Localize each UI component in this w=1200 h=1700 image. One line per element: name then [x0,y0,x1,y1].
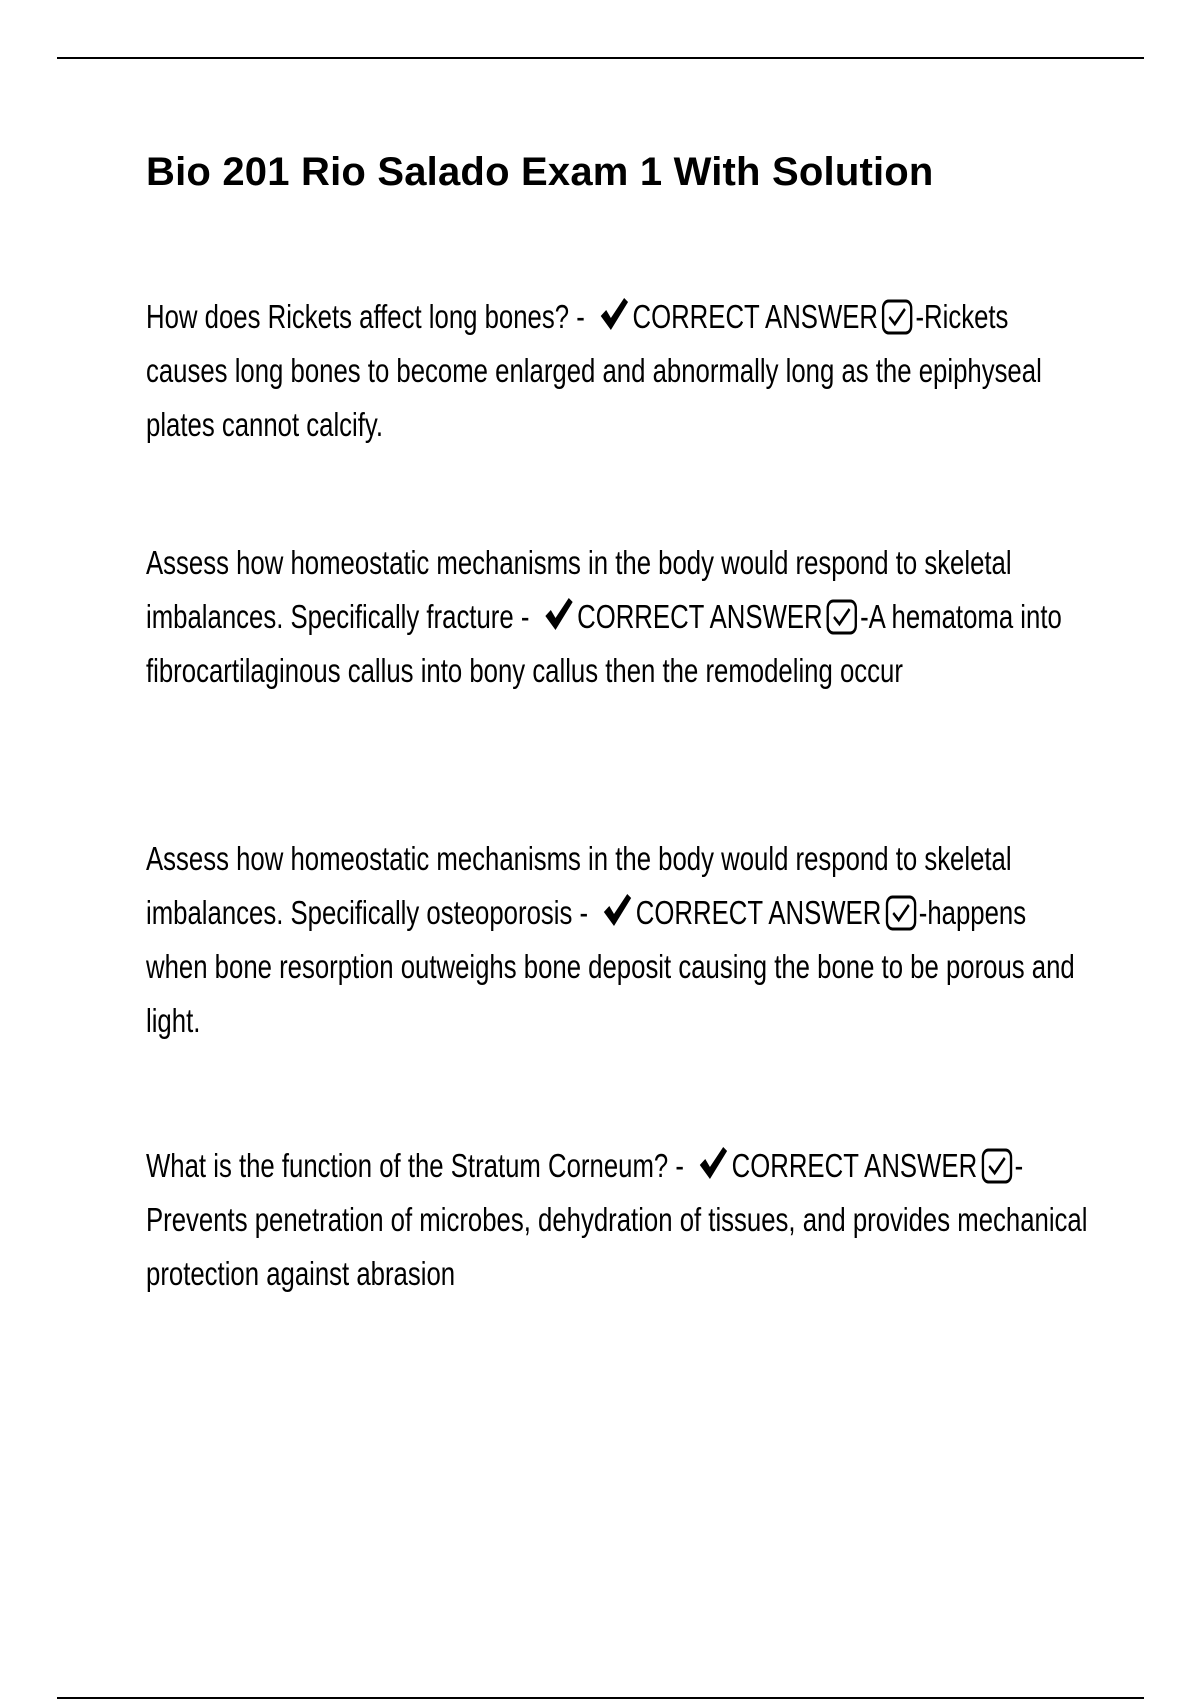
answer-text: -Prevents penetration of microbes, dehydration of tissues, and provides mechanical protection against abrasion [146,1147,1088,1292]
checkmark-icon [697,1145,728,1183]
question-text: How does Rickets affect long bones? - [146,298,585,335]
checkbox-checked-icon [881,298,914,336]
checkmark-icon [601,892,632,930]
qa-item-1 [146,290,1096,452]
question-text: What is the function of the Stratum Corneum? - [146,1147,684,1184]
qa-item-4 [146,1139,1096,1301]
answer-marker: CORRECT ANSWER [632,298,879,335]
question-text: Assess how homeostatic mechanisms in the body would respond to skeletal imbalances. Specifically fracture - [146,544,1012,635]
checkbox-checked-icon [884,894,917,932]
document-title: Bio 201 Rio Salado Exam 1 With Solution [146,150,934,194]
qa-item-3 [146,832,1096,1048]
checkmark-icon [543,596,574,634]
checkbox-checked-icon [826,598,859,636]
checkbox-checked-icon [980,1147,1013,1185]
answer-marker: CORRECT ANSWER [731,1147,978,1184]
checkmark-icon [598,296,629,334]
answer-marker: CORRECT ANSWER [577,598,823,635]
answer-marker: CORRECT ANSWER [635,894,882,931]
qa-item-2 [146,536,1096,698]
answer-text: -happens when bone resorption outweighs bone deposit causing the bone to be porous and light. [146,894,1075,1039]
answer-text: -A hematoma into fibrocartilaginous callus into bony callus then the remodeling occur [146,598,1062,689]
bottom-divider [57,1697,1144,1699]
top-divider [57,57,1144,59]
answer-text: -Rickets causes long bones to become enlarged and abnormally long as the epiphyseal plates cannot calcify. [146,298,1042,443]
question-text: Assess how homeostatic mechanisms in the body would respond to skeletal imbalances. Specifically osteoporosis - [146,840,1012,931]
